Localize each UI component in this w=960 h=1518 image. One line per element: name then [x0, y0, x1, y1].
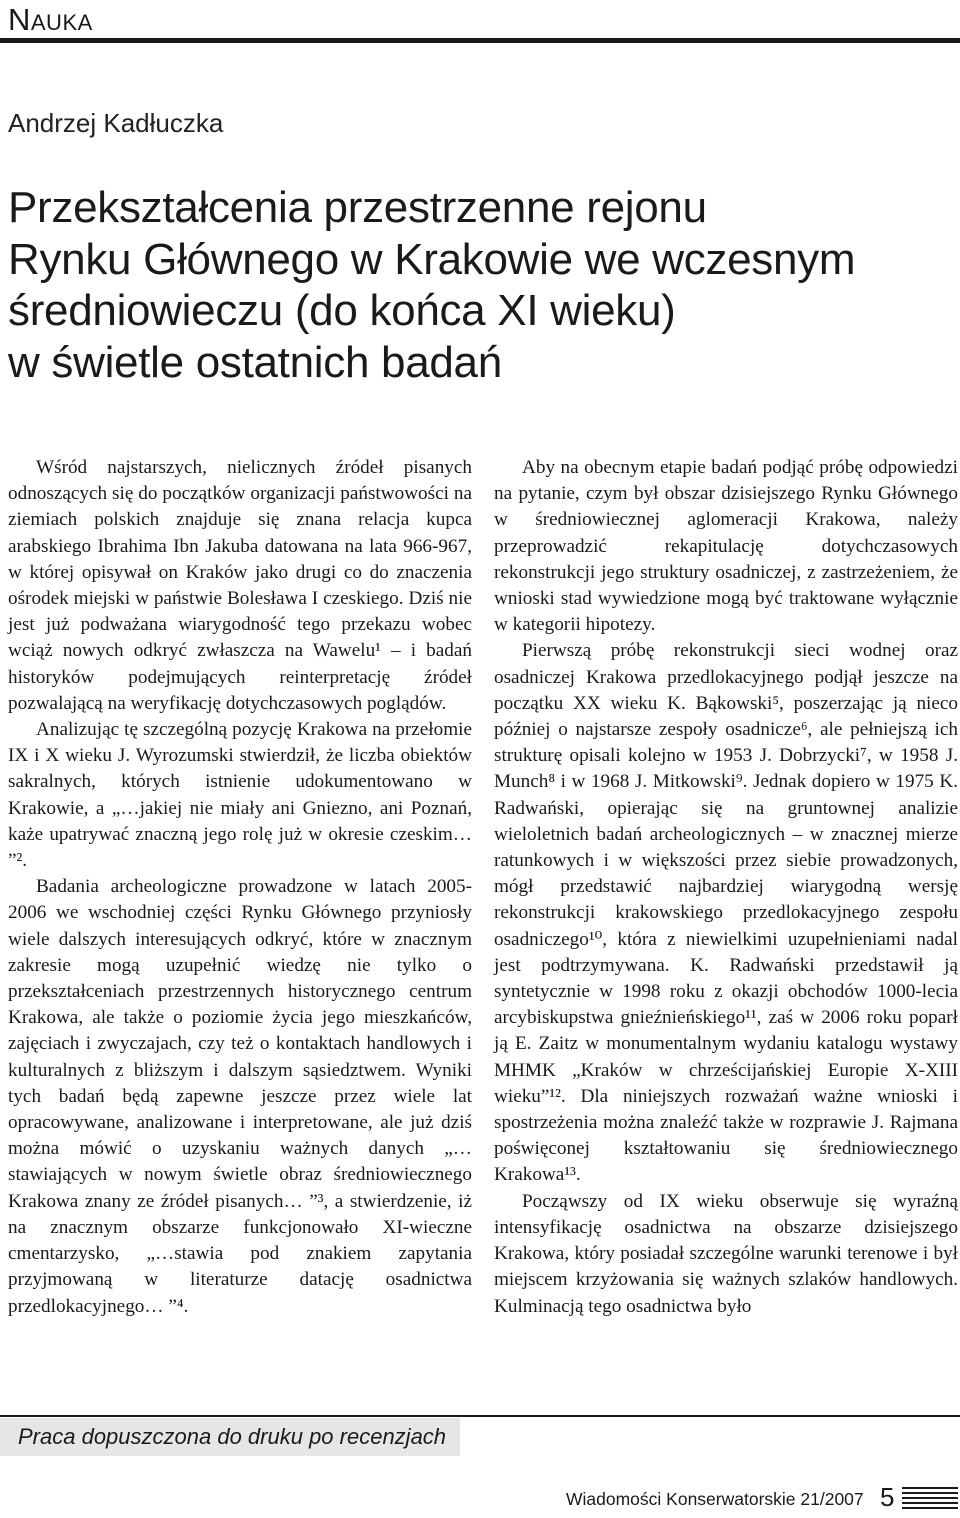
author-name: Andrzej Kadłuczka	[8, 108, 224, 138]
paragraph: Badania archeologiczne prowadzone w latach 2005-2006 we wschodniej części Rynku Głównego przyniosły wiele dalszych interesujących odkryć, które w znacznym zakresie mogą uzupełnić wiedzę nie tylko o przekształceniach przestrzennych historycznego centrum Krakowa, ale także o poziomie życia jego mieszkańców, zajęciach i zwyczajach, czy też o kontaktach handlowych i kulturalnych z bliższym i dalszym sąsiedztwem. Wyniki tych badań będą zapewne jeszcze przez wiele lat opracowywane, analizowane i interpretowane, ale już dziś można mówić o uzyskaniu ważnych danych „…stawiających w nowym świetle obraz średniowiecznego Krakowa znany ze źródeł pisanych… ”³, a stwierdzenie, iż na znacznym obszarze funkcjonowało XI-wieczne cmentarzysko, „…stawia pod znakiem zapytania przyjmowaną w literaturze datację osadnictwa przedlokacyjnego… ”⁴.	[8, 876, 472, 1317]
page-number: 5	[880, 1482, 895, 1512]
journal-name: Wiadomości Konserwatorskie 21/2007	[566, 1489, 864, 1509]
title-line: Rynku Głównego w Krakowie we wczesnym	[8, 234, 856, 284]
footer-rule	[0, 1415, 960, 1417]
left-column	[8, 455, 472, 1320]
review-note: Praca dopuszczona do druku po recenzjach	[0, 1418, 460, 1456]
paragraph: Począwszy od IX wieku obserwuje się wyraźną intensyfikację osadnictwa na obszarze dzisiejszego Krakowa, który posiadał szczególne warunki terenowe i był miejscem krzyżowania się ważnych szlaków handlowych. Kulminacją tego osadnictwa było	[494, 1190, 958, 1317]
page-number-decoration	[902, 1487, 958, 1512]
title-line: średniowieczu (do końca XI wieku)	[8, 286, 676, 335]
section-label: Nauka	[8, 2, 93, 37]
paragraph: Analizując tę szczególną pozycję Krakowa na przełomie IX i X wieku J. Wyrozumski stwierdził, że liczba obiektów sakralnych, których istnienie udokumentowano w Krakowie, a „…jakiej nie miały ani Gniezno, ani Poznań, każe upatrywać znaczną jego rolę już w okresie czeskim… ”².	[8, 719, 472, 872]
paragraph: Aby na obecnym etapie badań podjąć próbę odpowiedzi na pytanie, czym był obszar dzisiejszego Rynku Głównego w średniowiecznej aglomeracji Krakowa, należy przeprowadzić rekapitulację dotychczasowych rekonstrukcji jego struktury osadniczej, z zastrzeżeniem, że wnioski stad wywiedzione mogą być traktowane wyłącznie w kategorii hipotezy.	[494, 457, 958, 636]
title-line: Przekształcenia przestrzenne rejonu	[8, 183, 707, 232]
right-column	[494, 455, 958, 1320]
header-rule	[0, 38, 960, 43]
title-line: w świetle ostatnich badań	[8, 337, 502, 387]
paragraph: Pierwszą próbę rekonstrukcji sieci wodnej oraz osadniczej Krakowa przedlokacyjnego podjął jeszcze na początku XX wieku K. Bąkowski⁵, poszerzając ją nieco później o najstarsze zespoły osadnicze⁶, ale pełniejszą ich strukturę opisali kolejno w 1953 J. Dobrzycki⁷, w 1958 J. Munch⁸ i w 1968 J. Mitkowski⁹. Jednak dopiero w 1975 K. Radwański, opierając się na gruntownej analizie wieloletnich badań archeologicznych – w znacznej mierze ratunkowych i w większości przez siebie prowadzonych, mógł przedstawić najbardziej wiarygodną wersję rekonstrukcji krakowskiego przedlokacyjnego zespołu osadniczego¹⁰, która z niewielkimi uzupełnieniami nadal jest podtrzymywana. K. Radwański przedstawił ją syntetycznie w 1998 roku z okazji obchodów 1000-lecia arcybiskupstwa gnieźnieńskiego¹¹, zaś w 2006 roku poparł ją E. Zaitz w monumentalnym wydaniu katalogu wystawy MHMK „Kraków w chrześcijańskiej Europie X-XIII wieku”¹². Dla niniejszych rozważań ważne wnioski i spostrzeżenia można znaleźć także w rozprawie J. Rajmana poświęconej kształtowaniu się średniowiecznego Krakowa¹³.	[494, 640, 958, 1186]
article-title	[8, 182, 958, 388]
paragraph: Wśród najstarszych, nielicznych źródeł pisanych odnoszących się do początków organizacji państwowości na ziemiach polskich znajduje się znana relacja kupca arabskiego Ibrahima Ibn Jakuba datowana na lata 966-967, w której opisywał on Kraków jako drugi co do znaczenia ośrodek miejski w państwie Bolesława I czeskiego. Dziś nie jest już podważana wiarygodność tego przekazu wobec wciąż nowych odkryć zwłaszcza na Wawelu¹ – i badań historyków podejmujących reinterpretację źródeł pozwalającą na weryfikację dotychczasowych poglądów.	[8, 457, 472, 714]
